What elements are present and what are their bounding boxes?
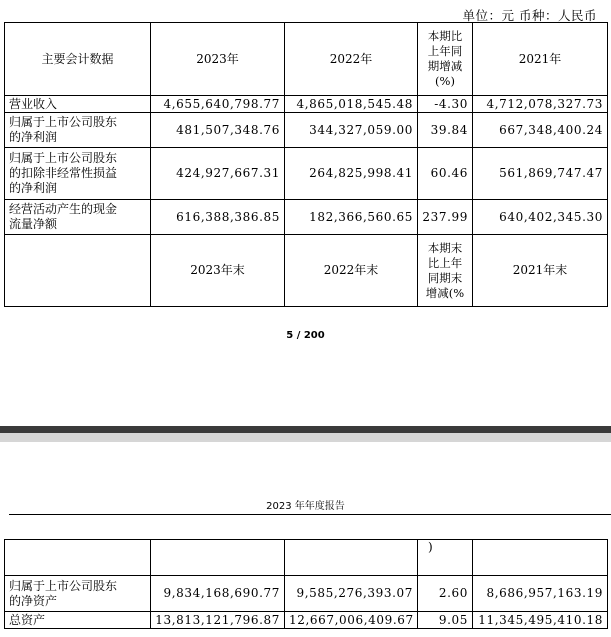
table-subheader-row xyxy=(5,235,608,307)
report-header: 2023 年年度报告 xyxy=(266,501,345,512)
value-change: 9.05 xyxy=(418,612,473,629)
table-row xyxy=(5,576,608,612)
row-label: 总资产 xyxy=(5,612,151,629)
value-2022: 264,825,998.41 xyxy=(285,148,418,200)
page-separator xyxy=(0,426,611,433)
row-label: 归属于上市公司股东 的扣除非经常性损益 的净利润 xyxy=(5,148,151,200)
table-row xyxy=(5,200,608,235)
value-2023: 616,388,386.85 xyxy=(151,200,285,235)
row-label: 归属于上市公司股东 的净利润 xyxy=(5,113,151,148)
value-2023: 481,507,348.76 xyxy=(151,113,285,148)
value-change: 60.46 xyxy=(418,148,473,200)
subheader-empty xyxy=(5,235,151,307)
empty-cell xyxy=(285,540,418,576)
header-2022: 2022年 xyxy=(285,23,418,96)
value-2021: 667,348,400.24 xyxy=(473,113,608,148)
subheader-2022-end: 2022年末 xyxy=(285,235,418,307)
header-2023: 2023年 xyxy=(151,23,285,96)
value-2023: 9,834,168,690.77 xyxy=(151,576,285,612)
subheader-2021-end: 2021年末 xyxy=(473,235,608,307)
table-row xyxy=(5,113,608,148)
continuation-row xyxy=(5,540,608,576)
value-2021: 8,686,957,163.19 xyxy=(473,576,608,612)
value-change: 39.84 xyxy=(418,113,473,148)
subheader-change: 本期末 比上年 同期末 增减(% xyxy=(418,235,473,307)
value-change: 2.60 xyxy=(418,576,473,612)
key-accounting-data-table-continued xyxy=(4,539,608,629)
value-2021: 4,712,078,327.73 xyxy=(473,96,608,113)
key-accounting-data-table xyxy=(4,22,608,307)
empty-cell xyxy=(151,540,285,576)
page-number: 5 / 200 xyxy=(286,330,325,341)
page-separator-shade xyxy=(0,433,611,442)
value-change: -4.30 xyxy=(418,96,473,113)
value-2023: 424,927,667.31 xyxy=(151,148,285,200)
currency-unit-note: 单位：元 币种：人民币 xyxy=(462,8,597,23)
header-divider xyxy=(9,514,611,515)
value-change: 237.99 xyxy=(418,200,473,235)
value-2022: 12,667,006,409.67 xyxy=(285,612,418,629)
empty-cell xyxy=(5,540,151,576)
value-2021: 561,869,747.47 xyxy=(473,148,608,200)
header-change: 本期比 上年同 期增减 (%) xyxy=(418,23,473,96)
value-2023: 4,655,640,798.77 xyxy=(151,96,285,113)
value-2022: 4,865,018,545.48 xyxy=(285,96,418,113)
continuation-mark: ) xyxy=(418,540,473,576)
header-2021: 2021年 xyxy=(473,23,608,96)
value-2022: 344,327,059.00 xyxy=(285,113,418,148)
value-2021: 11,345,495,410.18 xyxy=(473,612,608,629)
row-label: 营业收入 xyxy=(5,96,151,113)
empty-cell xyxy=(473,540,608,576)
subheader-2023-end: 2023年末 xyxy=(151,235,285,307)
table-row xyxy=(5,148,608,200)
table-row xyxy=(5,96,608,113)
row-label: 归属于上市公司股东 的净资产 xyxy=(5,576,151,612)
value-2023: 13,813,121,796.87 xyxy=(151,612,285,629)
table-row xyxy=(5,612,608,629)
value-2022: 182,366,560.65 xyxy=(285,200,418,235)
header-main-data: 主要会计数据 xyxy=(5,23,151,96)
row-label: 经营活动产生的现金 流量净额 xyxy=(5,200,151,235)
value-2022: 9,585,276,393.07 xyxy=(285,576,418,612)
value-2021: 640,402,345.30 xyxy=(473,200,608,235)
